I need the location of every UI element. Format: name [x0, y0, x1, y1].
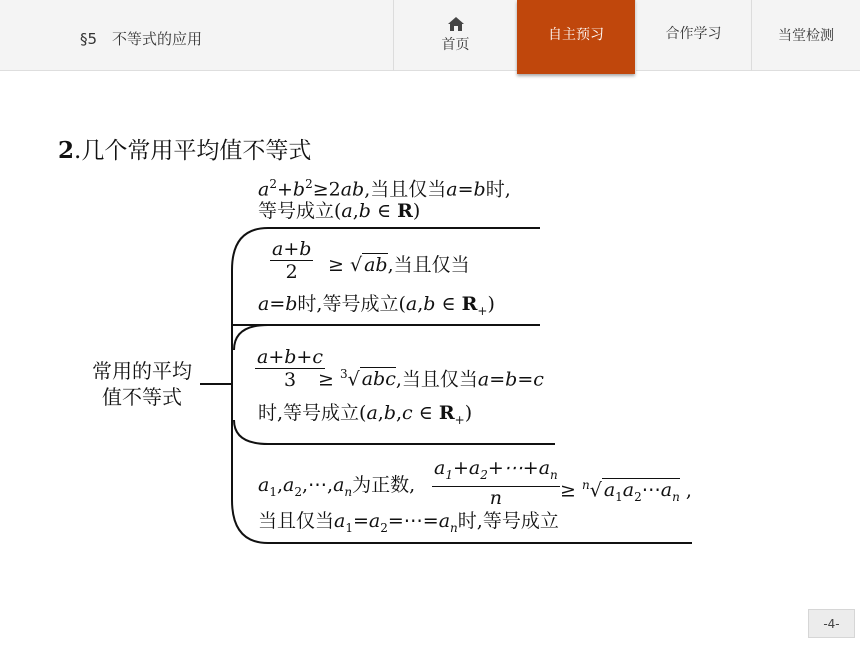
nav-check-tab[interactable]: 当堂检测: [751, 0, 860, 71]
item3-fraction: $\frac{a+b+c}{3}$: [257, 346, 323, 391]
item3-equal: 时,等号成立(: [258, 402, 367, 424]
item1-end: 时,: [485, 178, 511, 201]
item2-equal: 时,等号成立(: [297, 293, 406, 315]
item4-line2: 当且仅当$a_1=a_2=\cdots=a_n$时,等号成立: [258, 510, 559, 535]
item1-line1: $a^2+b^2\ge 2ab$,当且仅当a=b时,: [258, 177, 511, 201]
item4-root: ≥ $^n$√ $a_1a_2\cdots a_n$ ,: [560, 478, 692, 505]
item3-line1: ≥ $^3$√ abc,当且仅当a=b=c: [318, 367, 544, 391]
item4-positive: 为正数,: [352, 474, 416, 496]
item4-fraction: $\frac{a_1+a_2+\cdots+a_n}{n}$: [434, 457, 558, 509]
item1-when: ,当且仅当: [364, 178, 447, 201]
section-title: §5 不等式的应用: [80, 30, 203, 48]
page-number: -4-: [808, 609, 855, 638]
item2-fraction: $\frac{a+b}{2}$: [272, 238, 312, 283]
item2-line2: a=b时,等号成立(a,b ∈ $R_+$): [258, 293, 495, 318]
nav-cooperate-tab[interactable]: 合作学习: [635, 0, 751, 71]
item4-equal: 时,等号成立: [457, 510, 559, 532]
nav-preview-tab[interactable]: 自主预习: [517, 0, 635, 74]
item4-when: 当且仅当: [258, 510, 335, 532]
item2-when: ,当且仅当: [387, 254, 470, 276]
item3-line2: 时,等号成立(a,b,c ∈ $R_+$): [258, 402, 473, 427]
heading-text: .几个常用平均值不等式: [74, 138, 312, 164]
heading-number: 2: [58, 137, 75, 164]
root-label: 常用的平均值不等式: [92, 359, 192, 409]
item1-line2: 等号成立(a,b ∈ R): [258, 200, 421, 222]
item4-line1: $a_1,a_2,\cdots,a_n$为正数,: [258, 474, 416, 499]
nav-home-label: 首页: [441, 37, 470, 53]
item2-line1: ≥ √ ab,当且仅当: [328, 254, 470, 276]
item1-equal: 等号成立(: [258, 200, 342, 222]
item3-when: ,当且仅当: [395, 368, 478, 391]
